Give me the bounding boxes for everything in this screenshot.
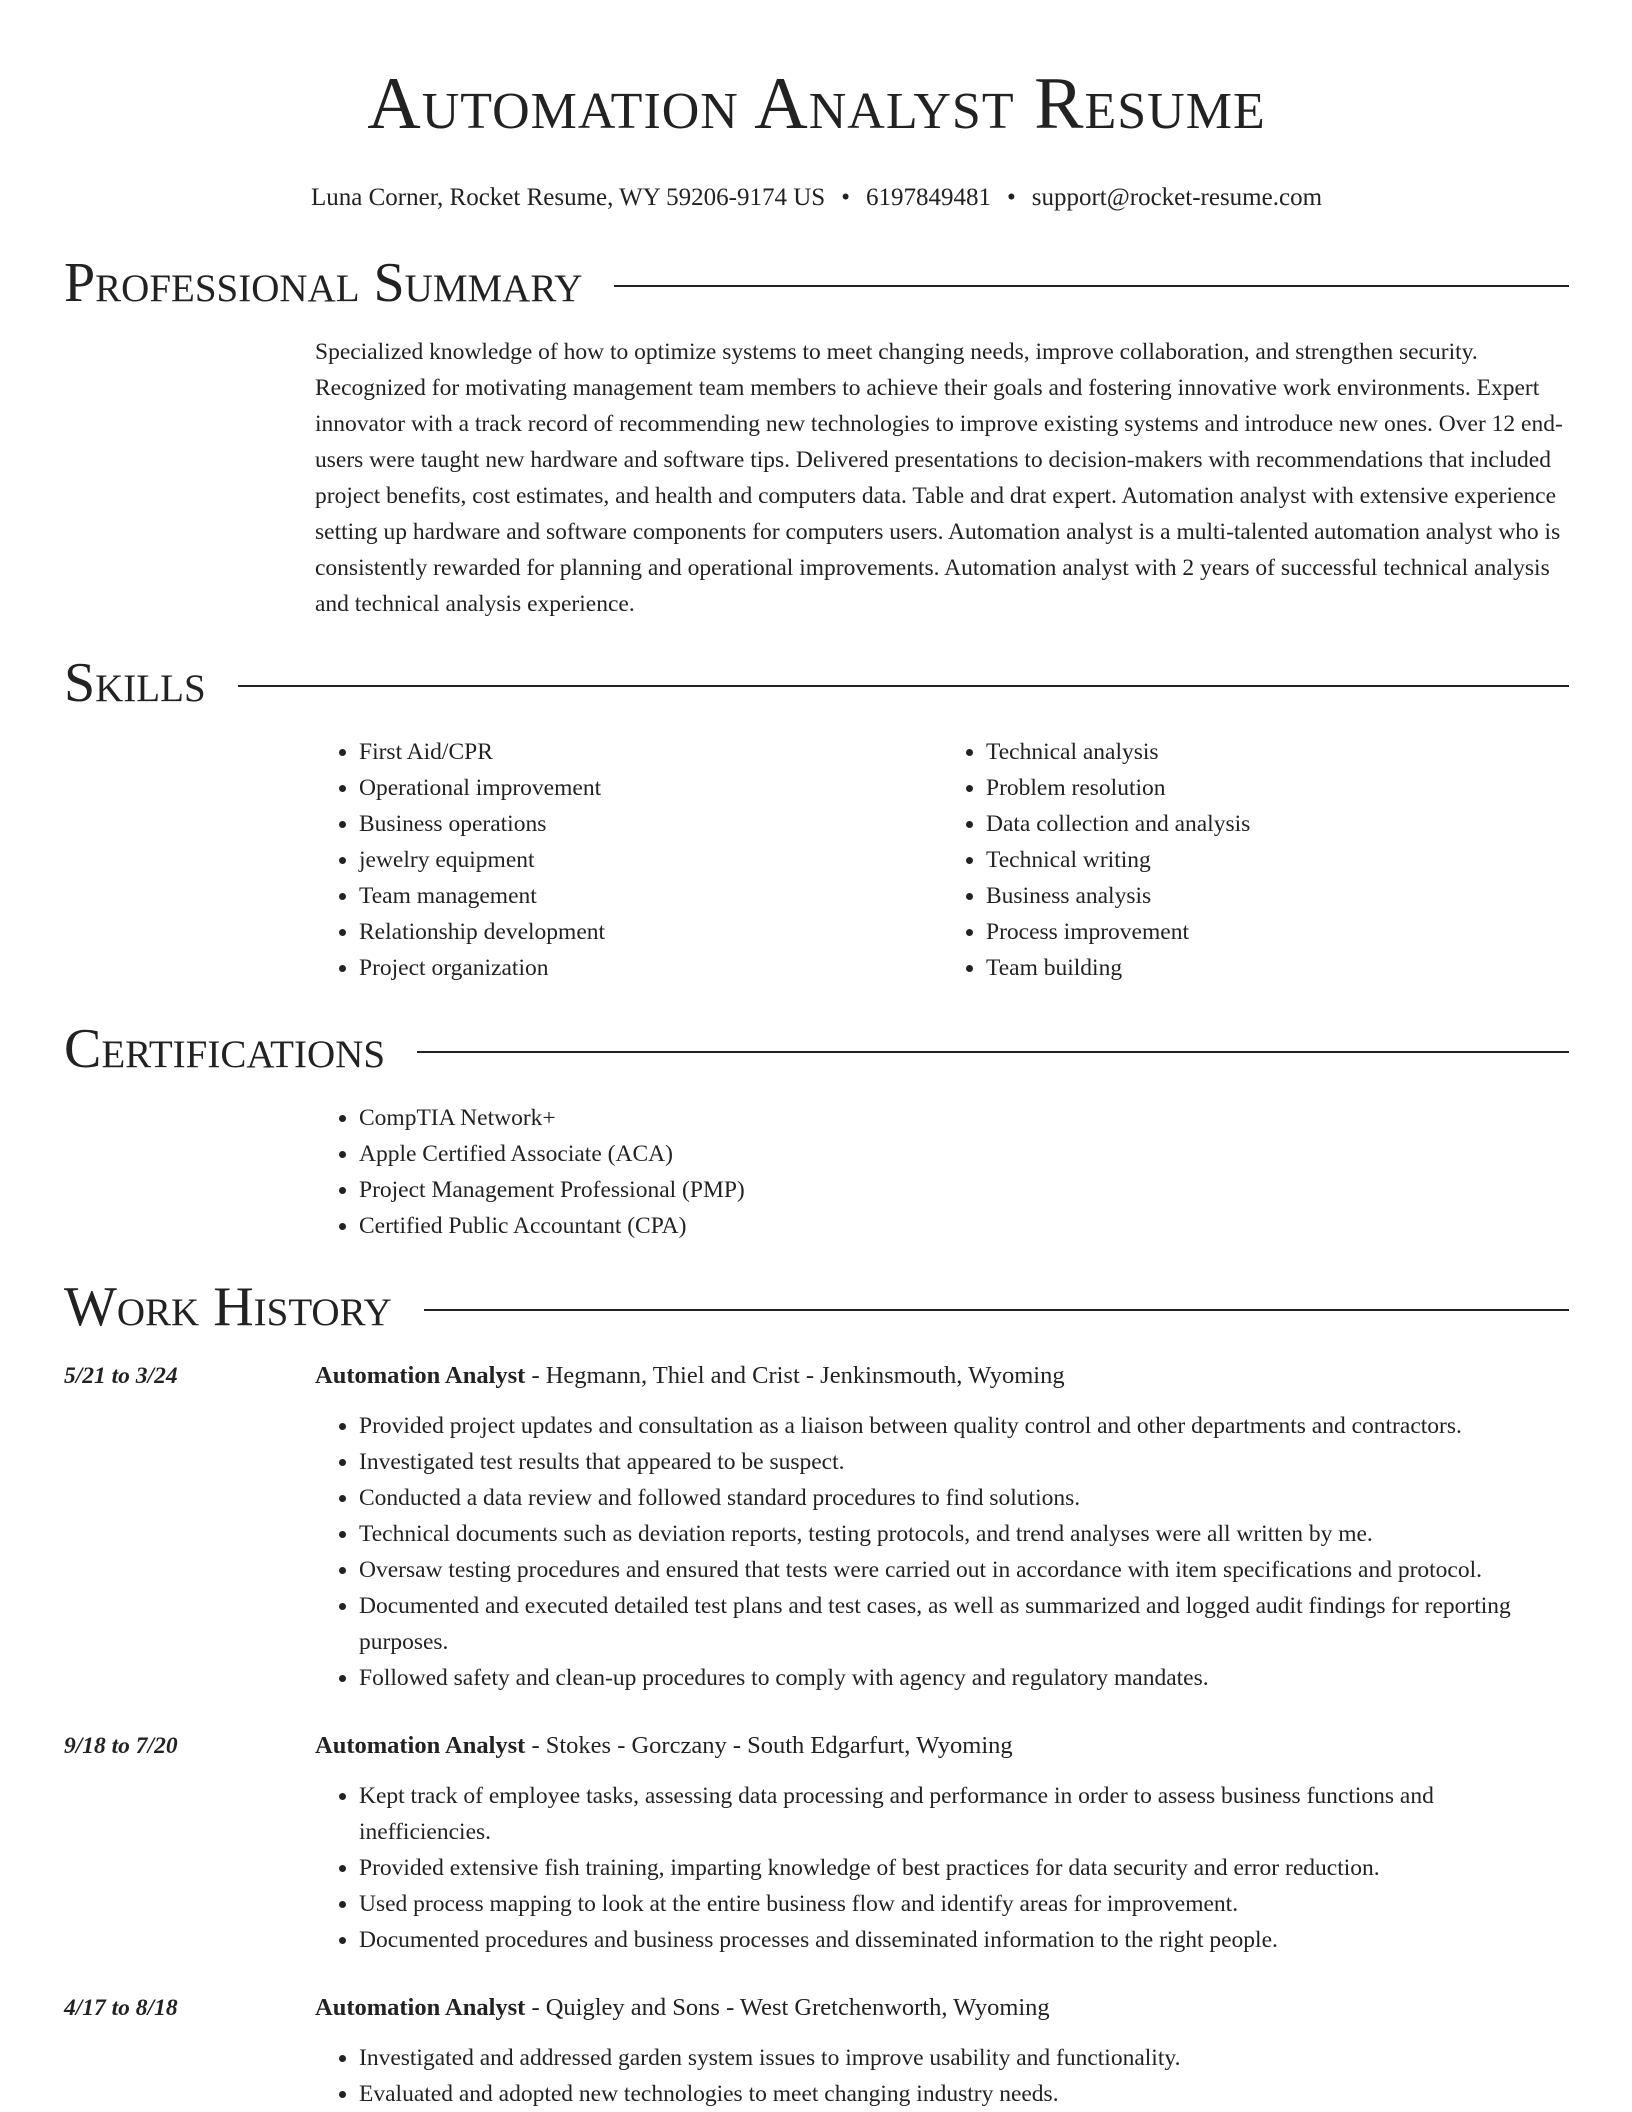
work-heading: Work History <box>64 1276 392 1338</box>
certification-item: • Apple Certified Associate (ACA) <box>359 1136 1569 1172</box>
skill-item: • Technical writing <box>986 842 1569 878</box>
skill-item: • First Aid/CPR <box>359 734 942 770</box>
summary-heading: Professional Summary <box>64 252 583 314</box>
job-bullet: • Investigated and addressed garden system issues to improve usability and functionality. <box>359 2040 1569 2076</box>
skills-section-header <box>64 650 1569 716</box>
skill-item: • Data collection and analysis <box>986 806 1569 842</box>
skill-item: • Team building <box>986 950 1569 986</box>
job-entry <box>64 1358 1569 1696</box>
job-bullet: • Followed safety and clean-up procedures to comply with agency and regulatory mandates. <box>359 1660 1569 1696</box>
certification-item: • Certified Public Accountant (CPA) <box>359 1208 1569 1244</box>
summary-section-header <box>64 250 1569 316</box>
job-employer: - Quigley and Sons - West Gretchenworth, Wyoming <box>525 1994 1050 2021</box>
contact-line <box>64 182 1569 214</box>
job-dates: 4/17 to 8/18 <box>64 1995 178 2021</box>
contact-address: Luna Corner, Rocket Resume, WY 59206-9174 US <box>310 184 826 211</box>
job-bullet: • Kept track of employee tasks, assessing data processing and performance in order to assess business functions and inefficiencies. <box>359 1778 1569 1850</box>
job-role-line <box>315 1728 1569 1764</box>
certification-item: • CompTIA Network+ <box>359 1100 1569 1136</box>
job-role-line <box>315 1358 1569 1394</box>
job-bullet: • Evaluated and adopted new technologies to meet changing industry needs. <box>359 2076 1569 2112</box>
job-bullet: • Documented procedures and business processes and disseminated information to the right people. <box>359 1922 1569 1958</box>
job-bullets <box>315 1408 1569 1696</box>
skill-item: • jewelry equipment <box>359 842 942 878</box>
skill-item: • Problem resolution <box>986 770 1569 806</box>
skill-item: • Business operations <box>359 806 942 842</box>
job-dates: 5/21 to 3/24 <box>64 1363 178 1389</box>
skill-item: • Project organization <box>359 950 942 986</box>
job-detail <box>315 1728 1569 1958</box>
skills-heading: Skills <box>64 652 206 714</box>
contact-email: support@rocket-resume.com <box>1031 184 1323 211</box>
job-bullet: • Provided project updates and consultation as a liaison between quality control and other departments and contractors. <box>359 1408 1569 1444</box>
section-divider <box>424 1309 1569 1311</box>
contact-separator: • <box>841 184 850 211</box>
section-divider <box>614 285 1569 287</box>
job-bullets <box>315 2040 1569 2112</box>
job-title: Automation Analyst <box>315 1362 526 1389</box>
contact-separator: • <box>1006 184 1016 211</box>
resume-title: Automation Analyst Resume <box>367 63 1266 145</box>
job-role-line <box>315 1990 1569 2026</box>
skill-item: • Operational improvement <box>359 770 942 806</box>
section-divider <box>417 1051 1569 1053</box>
job-detail <box>315 1358 1569 1696</box>
skill-item: • Team management <box>359 878 942 914</box>
job-bullet: • Technical documents such as deviation reports, testing protocols, and trend analyses were all written by me. <box>359 1516 1569 1552</box>
certifications-items <box>315 1100 1569 1244</box>
job-entry <box>64 1990 1569 2112</box>
job-bullet: • Investigated test results that appeared to be suspect. <box>359 1444 1569 1480</box>
certification-item: • Project Management Professional (PMP) <box>359 1172 1569 1208</box>
job-title: Automation Analyst <box>315 1732 526 1759</box>
job-employer: - Hegmann, Thiel and Crist - Jenkinsmouth, Wyoming <box>525 1362 1065 1389</box>
section-divider <box>238 685 1569 687</box>
skills-column-right <box>942 734 1569 986</box>
skill-item: • Process improvement <box>986 914 1569 950</box>
skills-column-left <box>315 734 942 986</box>
job-bullet: • Documented and executed detailed test plans and test cases, as well as summarized and logged audit findings for reporting purposes. <box>359 1588 1569 1660</box>
job-detail <box>315 1990 1569 2112</box>
job-bullet: • Provided extensive fish training, imparting knowledge of best practices for data security and error reduction. <box>359 1850 1569 1886</box>
job-bullet: • Used process mapping to look at the entire business flow and identify areas for improvement. <box>359 1886 1569 1922</box>
job-bullet: • Oversaw testing procedures and ensured that tests were carried out in accordance with item specifications and protocol. <box>359 1552 1569 1588</box>
job-employer: - Stokes - Gorczany - South Edgarfurt, Wyoming <box>525 1732 1013 1759</box>
contact-phone: 6197849481 <box>865 184 991 211</box>
job-dates: 9/18 to 7/20 <box>64 1733 178 1759</box>
work-history-list <box>64 1358 1569 2112</box>
certifications-section-header <box>64 1016 1569 1082</box>
summary-text: Specialized knowledge of how to optimize systems to meet changing needs, improve collaboration, and strengthen security. Recognized for motivating management team members to achieve their goals and fostering innovative work environments. Expert innovator with a track record of recommending new technologies to improve existing systems and introduce new ones. Over 12 end-users were taught new hardware and software tips. Delivered presentations to decision-makers with recommendations that included project benefits, cost estimates, and health and computers data. Table and drat expert. Automation analyst with extensive experience setting up hardware and software components for computers users. Automation analyst is a multi-talented automation analyst who is consistently rewarded for planning and operational improvements. Automation analyst with 2 years of successful technical analysis and technical analysis experience. <box>315 339 1563 617</box>
job-bullets <box>315 1778 1569 1958</box>
skills-list <box>315 734 1569 986</box>
job-entry <box>64 1728 1569 1958</box>
work-section-header <box>64 1274 1569 1340</box>
job-title: Automation Analyst <box>315 1994 526 2021</box>
skill-item: • Business analysis <box>986 878 1569 914</box>
skill-item: • Relationship development <box>359 914 942 950</box>
certifications-list <box>315 1100 1569 1244</box>
job-bullet: • Conducted a data review and followed standard procedures to find solutions. <box>359 1480 1569 1516</box>
skill-item: • Technical analysis <box>986 734 1569 770</box>
certifications-heading: Certifications <box>64 1018 386 1080</box>
